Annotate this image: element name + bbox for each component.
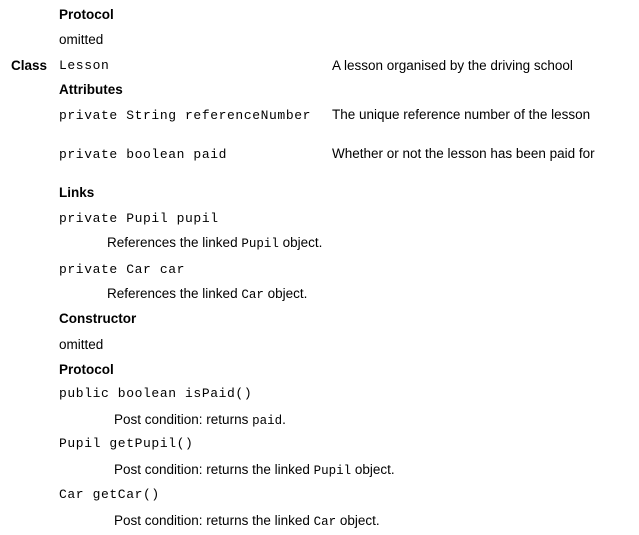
postcondition-text: object. <box>336 513 380 528</box>
link-note-text: object. <box>278 235 323 250</box>
method-signature: Pupil getPupil() <box>59 436 194 451</box>
method-postcondition <box>114 462 395 478</box>
link-declaration: private Pupil pupil <box>59 211 219 226</box>
postcondition-code: Car <box>313 515 337 529</box>
class-keyword: Class <box>11 58 48 73</box>
attribute-declaration: private boolean paid <box>59 147 228 162</box>
attribute-declaration: private String referenceNumber <box>59 108 312 123</box>
link-note-text: object. <box>263 286 308 301</box>
method-signature: public boolean isPaid() <box>59 386 253 401</box>
attributes-heading: Attributes <box>59 82 123 97</box>
top-protocol-heading: Protocol <box>59 7 114 22</box>
method-signature: Car getCar() <box>59 487 160 502</box>
postcondition-text: . <box>282 412 286 427</box>
method-postcondition <box>114 412 286 428</box>
class-name: Lesson <box>59 58 110 73</box>
link-declaration: private Car car <box>59 262 186 277</box>
method-postcondition <box>114 513 380 529</box>
attribute-description: Whether or not the lesson has been paid for <box>332 146 595 161</box>
top-protocol-text: omitted <box>59 32 104 47</box>
link-note-code: Car <box>241 288 264 302</box>
attribute-description: The unique reference number of the lesson <box>332 107 591 122</box>
link-note-code: Pupil <box>241 237 279 251</box>
protocol-heading: Protocol <box>59 362 114 377</box>
postcondition-text: object. <box>351 462 395 477</box>
postcondition-text: Post condition: returns the linked <box>114 513 314 528</box>
constructor-heading: Constructor <box>59 311 137 326</box>
class-description: A lesson organised by the driving school <box>332 58 573 73</box>
constructor-text: omitted <box>59 337 104 352</box>
links-heading: Links <box>59 185 95 200</box>
postcondition-code: paid <box>252 414 283 428</box>
postcondition-text: Post condition: returns <box>114 412 253 427</box>
postcondition-text: Post condition: returns the linked <box>114 462 314 477</box>
link-note <box>107 286 307 302</box>
postcondition-code: Pupil <box>313 464 352 478</box>
link-note-text: References the linked <box>107 235 242 250</box>
link-note <box>107 235 322 251</box>
link-note-text: References the linked <box>107 286 242 301</box>
